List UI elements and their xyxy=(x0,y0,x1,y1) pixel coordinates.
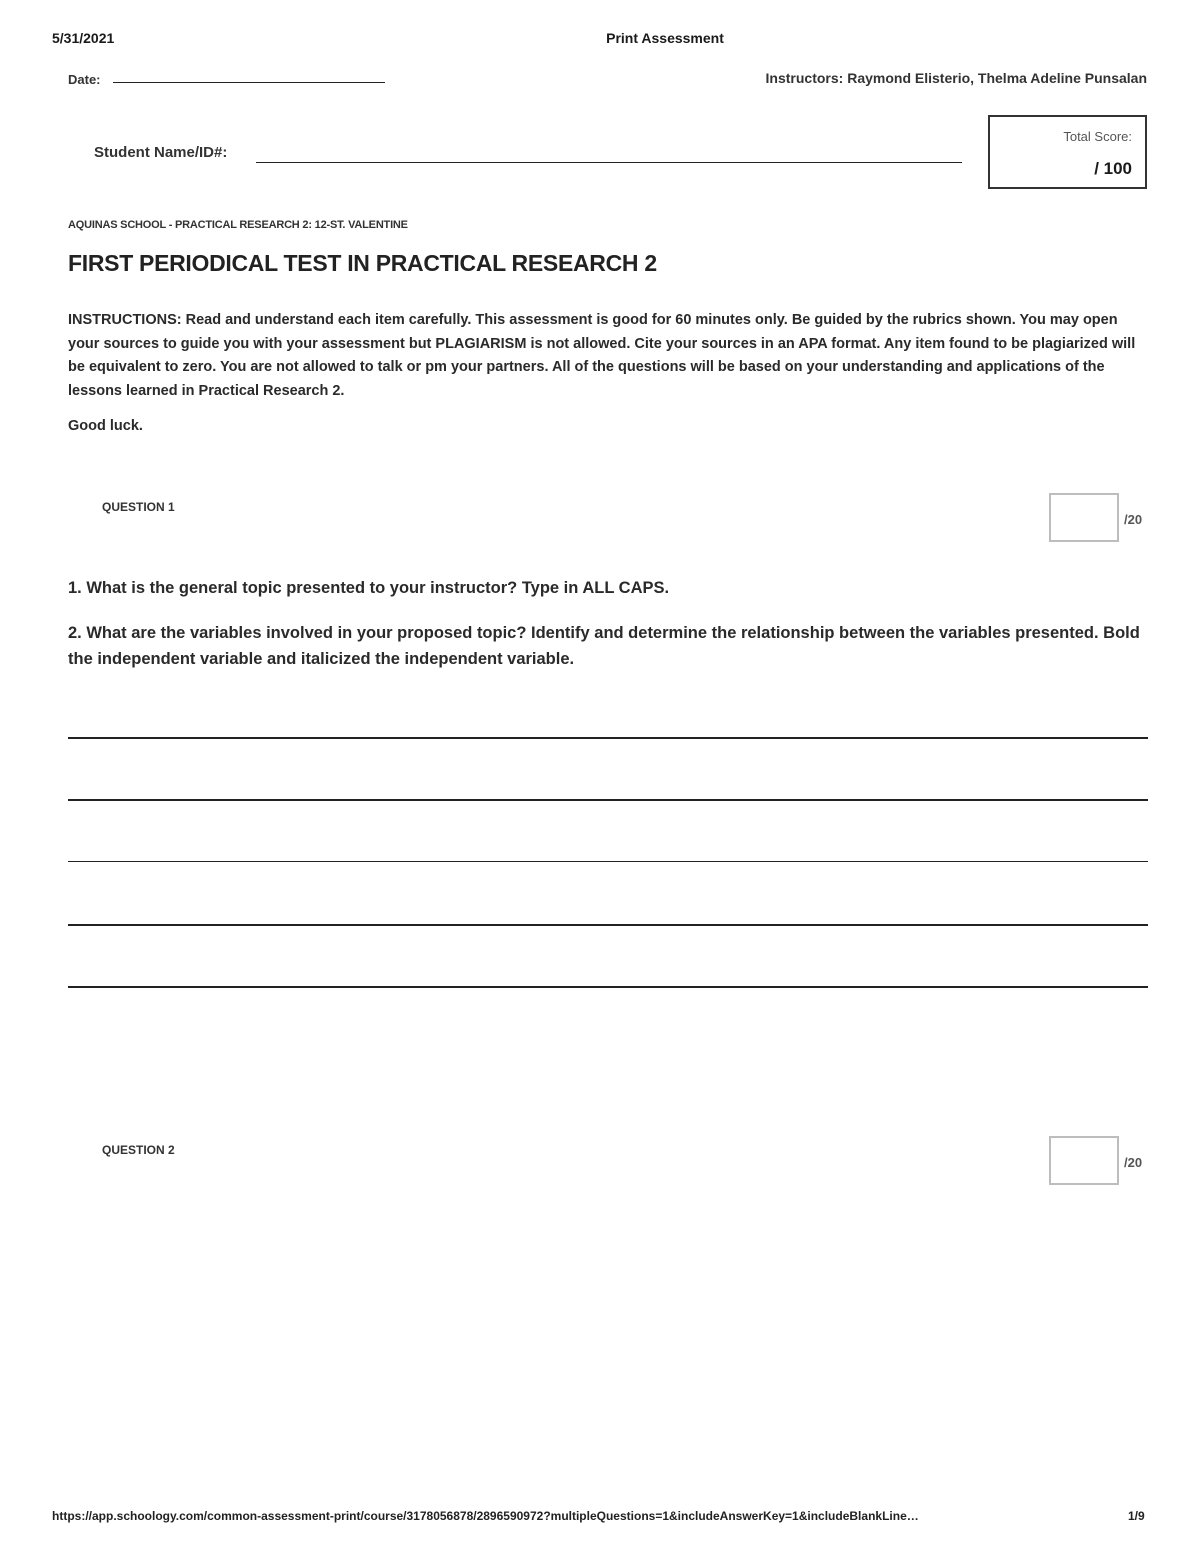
answer-line[interactable] xyxy=(68,799,1148,801)
date-label: Date: xyxy=(68,72,101,87)
question-1-label: QUESTION 1 xyxy=(102,500,175,514)
total-score-value: / 100 xyxy=(1094,159,1132,178)
student-name-field[interactable] xyxy=(256,162,962,163)
page-number: 1/9 xyxy=(1128,1509,1145,1523)
course-name: AQUINAS SCHOOL - PRACTICAL RESEARCH 2: 12-ST. VALENTINE xyxy=(68,219,408,231)
date-field[interactable] xyxy=(113,82,385,83)
total-score-label: Total Score: xyxy=(1063,129,1132,144)
answer-line[interactable] xyxy=(68,924,1148,926)
question-2-max-points: /20 xyxy=(1124,1155,1143,1170)
question-1-item-2: 2. What are the variables involved in your proposed topic? Identify and determine the relationship between the variables presented. Bold the independent variable and italicized the independent variable. xyxy=(68,624,1140,668)
page-title: FIRST PERIODICAL TEST IN PRACTICAL RESEARCH 2 xyxy=(68,250,657,276)
question-1-score-input[interactable] xyxy=(1049,493,1119,542)
print-title: Print Assessment xyxy=(606,30,724,46)
print-date: 5/31/2021 xyxy=(52,30,115,46)
instructors-text: Instructors: Raymond Elisterio, Thelma Adeline Punsalan xyxy=(765,70,1147,86)
answer-line[interactable] xyxy=(68,737,1148,739)
question-2-label: QUESTION 2 xyxy=(102,1143,175,1157)
footer-url: https://app.schoology.com/common-assessment-print/course/3178056878/2896590972?multipleQuestions=1&includeAnswerKey=1&includeBlankLine… xyxy=(52,1509,919,1523)
question-1-max-points: /20 xyxy=(1124,512,1143,527)
answer-line[interactable] xyxy=(68,986,1148,988)
question-2-score-input[interactable] xyxy=(1049,1136,1119,1185)
answer-line[interactable] xyxy=(68,861,1148,862)
total-score-box xyxy=(988,115,1147,189)
question-1-item-1: 1. What is the general topic presented to your instructor? Type in ALL CAPS. xyxy=(68,579,670,597)
closing-text: Good luck. xyxy=(68,418,143,434)
instructions-text: INSTRUCTIONS: Read and understand each item carefully. This assessment is good for 60 minutes only. Be guided by the rubrics shown. You may open your sources to guide you with your assessment but PLAGIARISM is not allowed. Cite your sources in an APA format. Any item found to be plagiarized will be equivalent to zero. You are not allowed to talk or pm your partners. All of the questions will be based on your understanding and applications of the lessons learned in Practical Research 2. xyxy=(68,312,1136,399)
student-name-label: Student Name/ID#: xyxy=(94,144,228,161)
